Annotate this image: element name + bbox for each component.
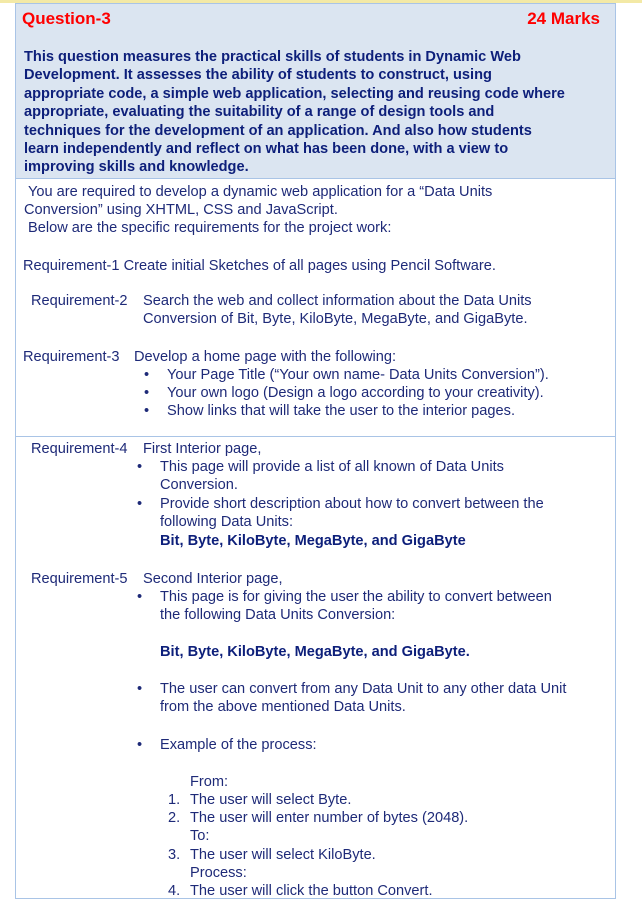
question-marks: 24 Marks xyxy=(527,9,600,28)
step-number: 1. xyxy=(168,792,181,808)
requirements-1-3 xyxy=(16,180,616,437)
process-step: The user will select KiloByte. xyxy=(190,847,376,863)
question-table xyxy=(15,3,616,899)
requirements-4-5 xyxy=(16,437,616,899)
question-header xyxy=(16,4,615,179)
requirement-5-bullet-cont: from the above mentioned Data Units. xyxy=(160,699,406,715)
process-label: Process: xyxy=(190,865,247,881)
step-number: 2. xyxy=(168,810,181,826)
intro-line: appropriate, evaluating the suitability of a range of design tools and xyxy=(24,104,495,121)
requirement-5-bullet: • This page is for giving the user the ability to convert between xyxy=(160,589,552,605)
process-step: The user will click the button Convert. xyxy=(190,883,433,899)
task-line: Below are the specific requirements for the project work: xyxy=(28,220,392,236)
requirement-3-bullet: • Your Page Title (“Your own name- Data Units Conversion”). xyxy=(167,367,549,383)
requirement-5-units: Bit, Byte, KiloByte, MegaByte, and GigaByte. xyxy=(160,644,470,660)
requirement-4-bullet-cont: Conversion. xyxy=(160,477,238,493)
process-from-label: From: xyxy=(190,774,229,790)
requirement-4-units: Bit, Byte, KiloByte, MegaByte, and GigaByte xyxy=(160,533,466,549)
requirement-4-heading: First Interior page, xyxy=(143,441,262,457)
requirement-5-bullet-cont: the following Data Units Conversion: xyxy=(160,607,396,623)
requirement-3-label: Requirement-3 xyxy=(23,349,120,365)
requirement-2-line: Conversion of Bit, Byte, KiloByte, MegaByte, and GigaByte. xyxy=(143,311,528,327)
requirement-5-bullet: • Example of the process: xyxy=(160,737,317,753)
step-number: 4. xyxy=(168,883,181,899)
requirement-2-line: Search the web and collect information about the Data Units xyxy=(143,293,532,309)
process-to-label: To: xyxy=(190,828,210,844)
requirement-3-bullet: • Show links that will take the user to the interior pages. xyxy=(167,403,515,419)
intro-line: techniques for the development of an application. And also how students xyxy=(24,122,532,139)
requirement-3-bullet: • Your own logo (Design a logo according to your creativity). xyxy=(167,385,544,401)
step-number: 3. xyxy=(168,847,181,863)
requirement-3-heading: Develop a home page with the following: xyxy=(134,349,397,365)
requirement-5-heading: Second Interior page, xyxy=(143,571,283,587)
requirement-5-label: Requirement-5 xyxy=(31,571,128,587)
requirement-4-bullet: • Provide short description about how to convert between the xyxy=(160,496,544,512)
task-line: Conversion” using XHTML, CSS and JavaScript. xyxy=(24,202,338,218)
intro-line: This question measures the practical skills of students in Dynamic Web xyxy=(24,49,521,65)
requirement-4-label: Requirement-4 xyxy=(31,441,128,457)
question-title: Question-3 xyxy=(22,9,111,28)
task-line: You are required to develop a dynamic web application for a “Data Units xyxy=(28,184,493,200)
process-step: The user will enter number of bytes (2048). xyxy=(190,810,469,826)
intro-line: improving skills and knowledge. xyxy=(24,159,249,176)
requirement-4-bullet: • This page will provide a list of all known of Data Units xyxy=(160,459,504,475)
requirement-5-bullet: • The user can convert from any Data Unit to any other data Unit xyxy=(160,681,566,697)
intro-line: learn independently and reflect on what has been done, with a view to xyxy=(24,141,509,158)
requirement-1: Requirement-1 Create initial Sketches of all pages using Pencil Software. xyxy=(23,258,496,274)
intro-line: appropriate code, a simple web application, selecting and reusing code where xyxy=(24,85,565,102)
question-intro xyxy=(24,48,616,177)
process-step: The user will select Byte. xyxy=(190,792,352,808)
intro-line: Development. It assesses the ability of students to construct, using xyxy=(24,67,492,84)
requirement-2-label: Requirement-2 xyxy=(31,293,128,309)
requirement-4-bullet-cont: following Data Units: xyxy=(160,514,294,530)
